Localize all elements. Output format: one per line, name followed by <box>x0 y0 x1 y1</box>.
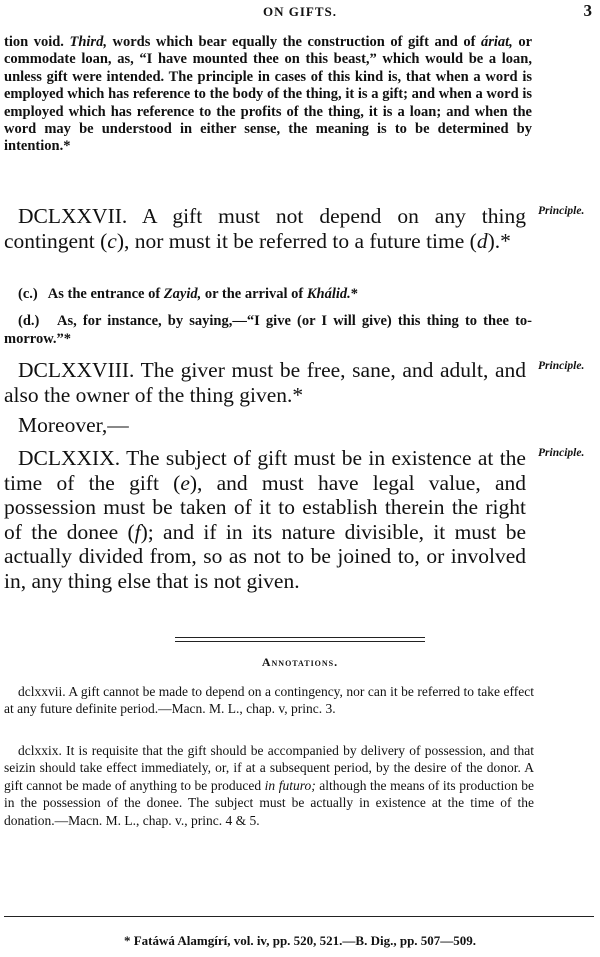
annotation-text: dclxxvii. A gift cannot be made to depend on a contingency, nor can it be referred to take effect at any future definite period.—Macn. M. L., chap. v, princ. 3. <box>4 684 534 717</box>
page-number: 3 <box>583 1 592 20</box>
footnote: * Fatáwá Alamgírí, vol. iv, pp. 520, 521.—B. Dig., pp. 507—509. <box>123 933 477 948</box>
principle-number: DCLXXVII. <box>18 204 128 228</box>
note-c <box>4 286 532 304</box>
intro-text-3: or commodate loan, as, “I have mounted thee on this beast,” which would be a loan, unless gift were intended. The principle in cases of this kind is, that when a word is employed which has reference to the body of the thing, it is a gift; and when a word is employed which has reference to the profits of the thing, it is a loan; and when the word may be understood in either sense, the meaning is to be determined by intention.* <box>4 34 533 155</box>
divider-rule <box>175 641 425 642</box>
intro-text-1: tion void. <box>4 34 64 50</box>
note-label: (d.) <box>18 313 40 329</box>
annotation-in-futuro: in futuro; <box>264 777 316 793</box>
principle-text: The giver must be free, sane, and adult, and also the owner of the thing given.* <box>4 358 526 407</box>
note-name: Zayid, <box>163 286 202 302</box>
principle-text: ); and if in its nature divisible, it must be actually divided from, so as not to be joined to, or involved in, any thing else that is not given. <box>4 519 527 593</box>
principle-677 <box>4 204 526 253</box>
margin-note-principle: Principle. <box>538 447 585 459</box>
principle-679 <box>4 446 526 593</box>
moreover-text: Moreover,— <box>18 413 129 437</box>
divider-rule <box>175 637 425 638</box>
page-header <box>0 2 600 22</box>
note-label: (c.) <box>18 286 38 302</box>
intro-third: Third, <box>69 34 107 50</box>
note-name: Khálid. <box>306 286 351 302</box>
intro-text-2: words which bear equally the construction of gift and of <box>112 34 476 50</box>
note-text: or the arrival of <box>204 286 304 302</box>
annotation-679 <box>4 742 534 829</box>
annotations-heading: Annotations. <box>261 655 339 669</box>
annotation-677 <box>4 683 534 718</box>
principle-678 <box>4 358 526 407</box>
principle-text: ), and must have legal value, and possession must be taken of it to establish therein the right of the donee ( <box>4 470 526 544</box>
note-ref-e: e <box>180 470 190 495</box>
running-title: ON GIFTS. <box>262 4 337 19</box>
intro-ariat: áriat, <box>480 34 513 50</box>
principle-number: DCLXXIX. <box>18 446 121 470</box>
note-ref-f: f <box>134 519 141 544</box>
note-star: * <box>350 286 359 302</box>
intro-paragraph <box>4 34 532 156</box>
moreover <box>4 413 526 438</box>
margin-note-principle: Principle. <box>538 360 585 372</box>
note-ref-c: c <box>107 228 117 253</box>
footnote-rule <box>4 916 594 917</box>
note-d <box>4 313 532 348</box>
principle-text: ).* <box>487 228 511 253</box>
principle-number: DCLXXVIII. <box>18 358 135 382</box>
note-text: As the entrance of <box>47 286 161 302</box>
margin-note-principle: Principle. <box>538 205 585 217</box>
annotation-text: dclxxix. It is requisite that the gift should be accompanied by delivery of possession, and that seizin should take effect immediately, or, if at a subsequent period, by the desire of the donor. A gift cannot be made of anything to be produced <box>4 743 534 793</box>
principle-text: ), nor must it be referred to a future time ( <box>116 228 477 253</box>
principle-text: A gift must not depend on any thing contingent ( <box>4 204 526 253</box>
annotation-text: although the means of its production be in the possession of the donee. The subject must be actually in existence at the time of the donation.—Macn. M. L., chap. v., princ. 4 & 5. <box>4 777 535 828</box>
note-text: As, for instance, by saying,—“I give (or I will give) this thing to thee to-morrow.”* <box>4 313 532 347</box>
principle-text: The subject of gift must be in existence at the time of the gift ( <box>4 446 526 495</box>
note-ref-d: d <box>476 228 488 253</box>
